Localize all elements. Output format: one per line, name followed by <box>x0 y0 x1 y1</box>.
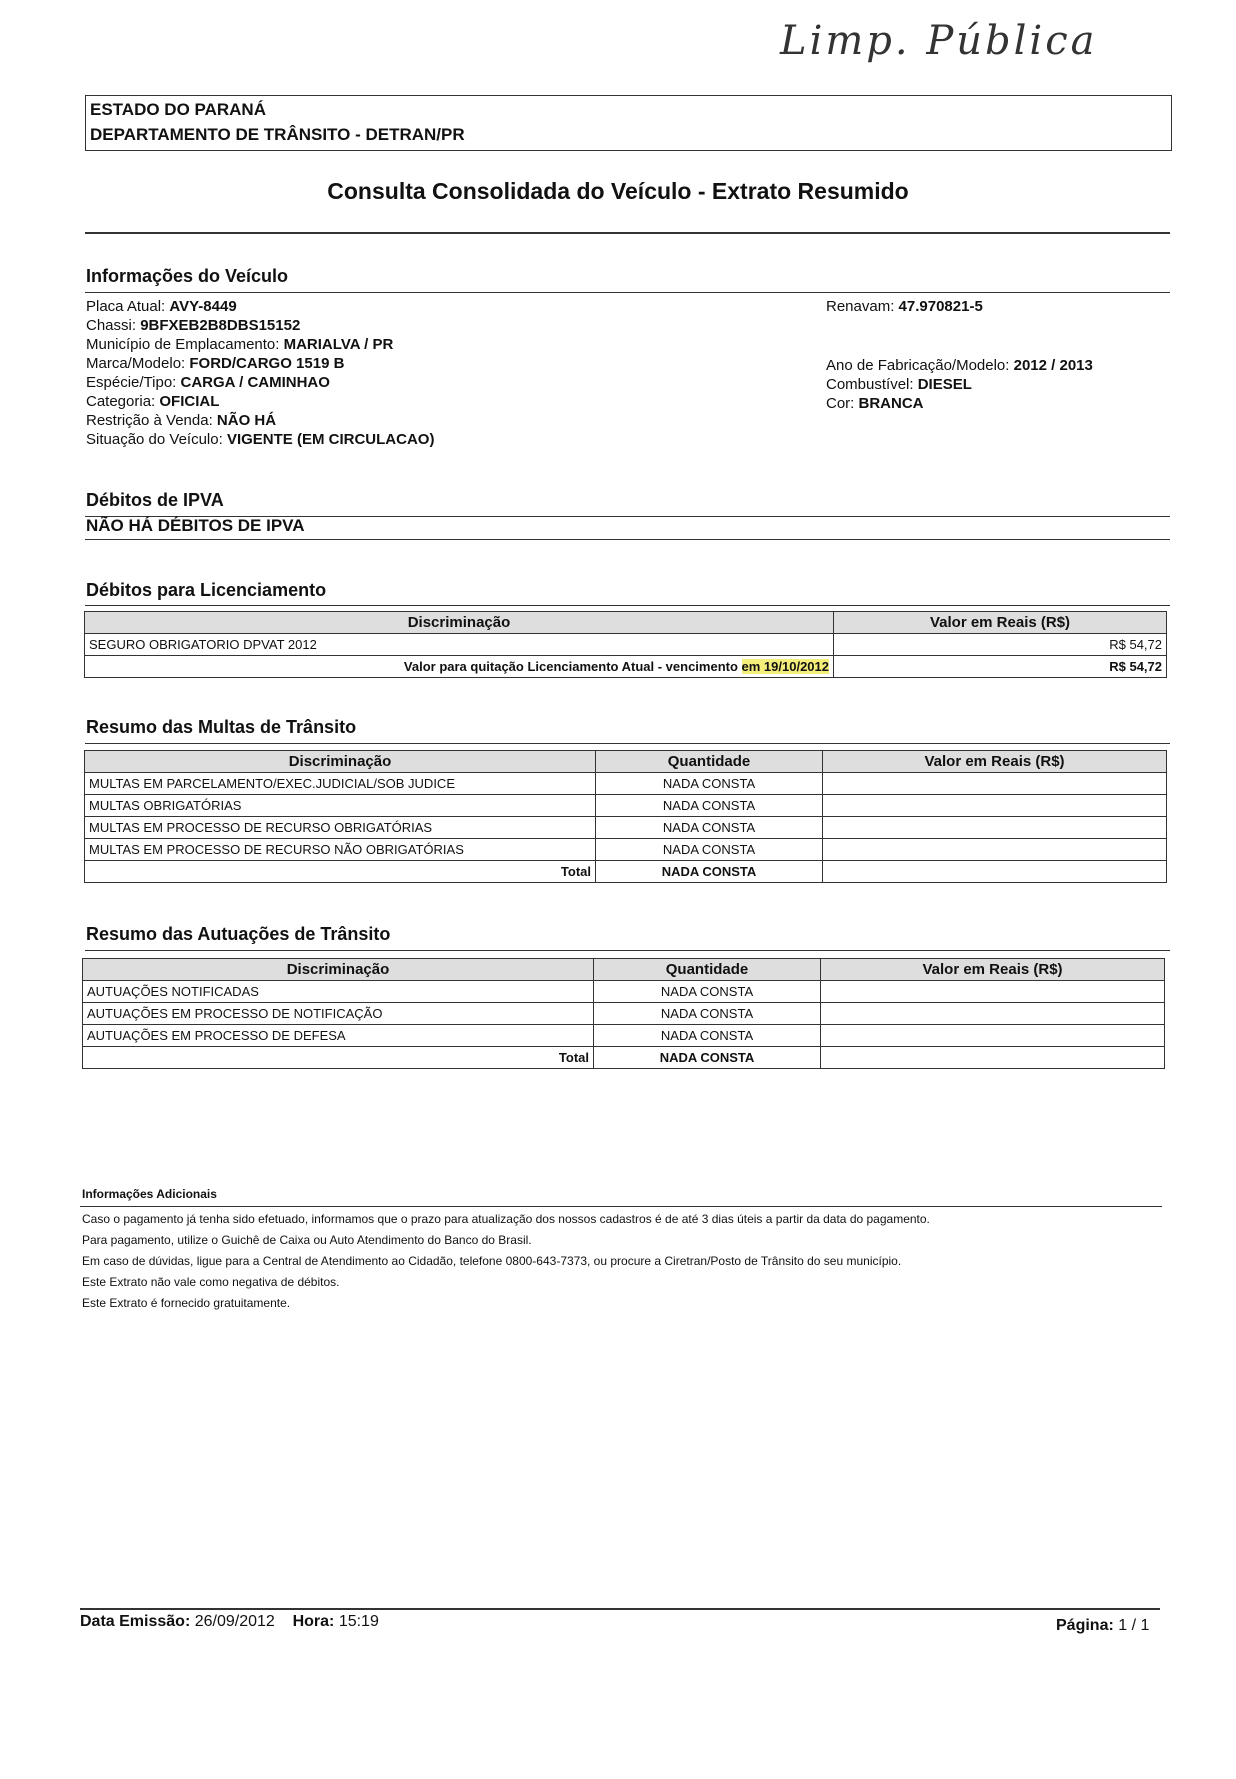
info-line: Caso o pagamento já tenha sido efetuado, informamos que o prazo para atualização dos nossos cadastros é de até 3 dias úteis a partir da data do pagamento. <box>82 1212 930 1226</box>
col-discriminacao: Discriminação <box>85 751 596 773</box>
info-title: Informações Adicionais <box>82 1187 217 1201</box>
footer-pagina: Página: 1 / 1 <box>1056 1617 1150 1634</box>
field-renavam: Renavam: 47.970821-5 <box>826 298 983 315</box>
table-row: AUTUAÇÕES EM PROCESSO DE NOTIFICAÇÃO NADA CONSTA <box>83 1003 1165 1025</box>
col-valor: Valor em Reais (R$) <box>821 959 1165 981</box>
multas-divider <box>85 743 1170 744</box>
field-cor: Cor: BRANCA <box>826 395 924 412</box>
table-row <box>85 634 1167 656</box>
field-chassi: Chassi: 9BFXEB2B8DBS15152 <box>86 317 301 334</box>
table-row: MULTAS OBRIGATÓRIAS NADA CONSTA <box>85 795 1167 817</box>
vehicle-left-fields <box>86 297 434 449</box>
info-line: Este Extrato não vale como negativa de débitos. <box>82 1275 340 1289</box>
table-row-total: Total NADA CONSTA <box>85 861 1167 883</box>
total-value: R$ 54,72 <box>834 656 1167 678</box>
col-quantidade: Quantidade <box>596 751 823 773</box>
field-placa: Placa Atual: AVY-8449 <box>86 298 237 315</box>
field-categoria: Categoria: OFICIAL <box>86 393 220 410</box>
col-valor: Valor em Reais (R$) <box>834 612 1167 634</box>
autuacoes-table <box>82 958 1165 1069</box>
multas-table <box>84 750 1167 883</box>
ipva-status: NÃO HÁ DÉBITOS DE IPVA <box>86 516 305 535</box>
header-state: ESTADO DO PARANÁ <box>90 100 266 119</box>
field-combustivel: Combustível: DIESEL <box>826 376 972 393</box>
page-title: Consulta Consolidada do Veículo - Extrato Resumido <box>327 178 909 204</box>
vehicle-section-title: Informações do Veículo <box>86 266 289 286</box>
col-quantidade: Quantidade <box>594 959 821 981</box>
footer-emissao: Data Emissão: 26/09/2012 Hora: 15:19 <box>80 1613 379 1630</box>
col-discriminacao: Discriminação <box>85 612 834 634</box>
footer-divider <box>80 1608 1160 1610</box>
vehicle-divider <box>85 292 1170 293</box>
autuacoes-divider <box>85 950 1170 951</box>
table-row: MULTAS EM PROCESSO DE RECURSO OBRIGATÓRIAS NADA CONSTA <box>85 817 1167 839</box>
info-line: Este Extrato é fornecido gratuitamente. <box>82 1296 291 1310</box>
vehicle-right-fields <box>826 356 1093 413</box>
info-line: Em caso de dúvidas, ligue para a Central de Atendimento ao Cidadão, telefone 0800-643-7373, ou procure a Ciretran/Posto de Trânsito do seu município. <box>82 1254 902 1268</box>
table-row: MULTAS EM PROCESSO DE RECURSO NÃO OBRIGATÓRIAS NADA CONSTA <box>85 839 1167 861</box>
field-especie-tipo: Espécie/Tipo: CARGA / CAMINHAO <box>86 374 330 391</box>
table-row: AUTUAÇÕES EM PROCESSO DE DEFESA NADA CONSTA <box>83 1025 1165 1047</box>
row-value: R$ 54,72 <box>834 634 1167 656</box>
ipva-section-title: Débitos de IPVA <box>86 490 224 510</box>
info-lines <box>82 1209 930 1314</box>
table-row-total: Total NADA CONSTA <box>83 1047 1165 1069</box>
autuacoes-section-title: Resumo das Autuações de Trânsito <box>86 924 391 944</box>
row-desc: SEGURO OBRIGATORIO DPVAT 2012 <box>85 634 834 656</box>
ipva-divider-bottom <box>85 539 1170 540</box>
licenciamento-section-title: Débitos para Licenciamento <box>86 580 327 600</box>
total-desc: Valor para quitação Licenciamento Atual - vencimento em 19/10/2012 <box>85 656 834 678</box>
field-restricao: Restrição à Venda: NÃO HÁ <box>86 412 277 429</box>
multas-section-title: Resumo das Multas de Trânsito <box>86 717 357 737</box>
col-valor: Valor em Reais (R$) <box>823 751 1167 773</box>
handwritten-annotation: Limp. Pública <box>780 18 1098 64</box>
licenciamento-table <box>84 611 1167 678</box>
table-row-total <box>85 656 1167 678</box>
info-line: Para pagamento, utilize o Guichê de Caixa ou Auto Atendimento do Banco do Brasil. <box>82 1233 532 1247</box>
header-box <box>85 95 1172 151</box>
info-divider <box>80 1206 1162 1207</box>
title-divider <box>85 232 1170 234</box>
field-marca-modelo: Marca/Modelo: FORD/CARGO 1519 B <box>86 355 345 372</box>
field-situacao: Situação do Veículo: VIGENTE (EM CIRCULACAO) <box>86 431 435 448</box>
field-municipio: Município de Emplacamento: MARIALVA / PR <box>86 336 394 353</box>
field-ano: Ano de Fabricação/Modelo: 2012 / 2013 <box>826 357 1093 374</box>
due-date-highlight: em 19/10/2012 <box>741 659 829 674</box>
licenciamento-divider <box>85 605 1170 606</box>
col-discriminacao: Discriminação <box>83 959 594 981</box>
table-row: AUTUAÇÕES NOTIFICADAS NADA CONSTA <box>83 981 1165 1003</box>
header-department: DEPARTAMENTO DE TRÂNSITO - DETRAN/PR <box>90 125 465 144</box>
table-row: MULTAS EM PARCELAMENTO/EXEC.JUDICIAL/SOB JUDICE NADA CONSTA <box>85 773 1167 795</box>
